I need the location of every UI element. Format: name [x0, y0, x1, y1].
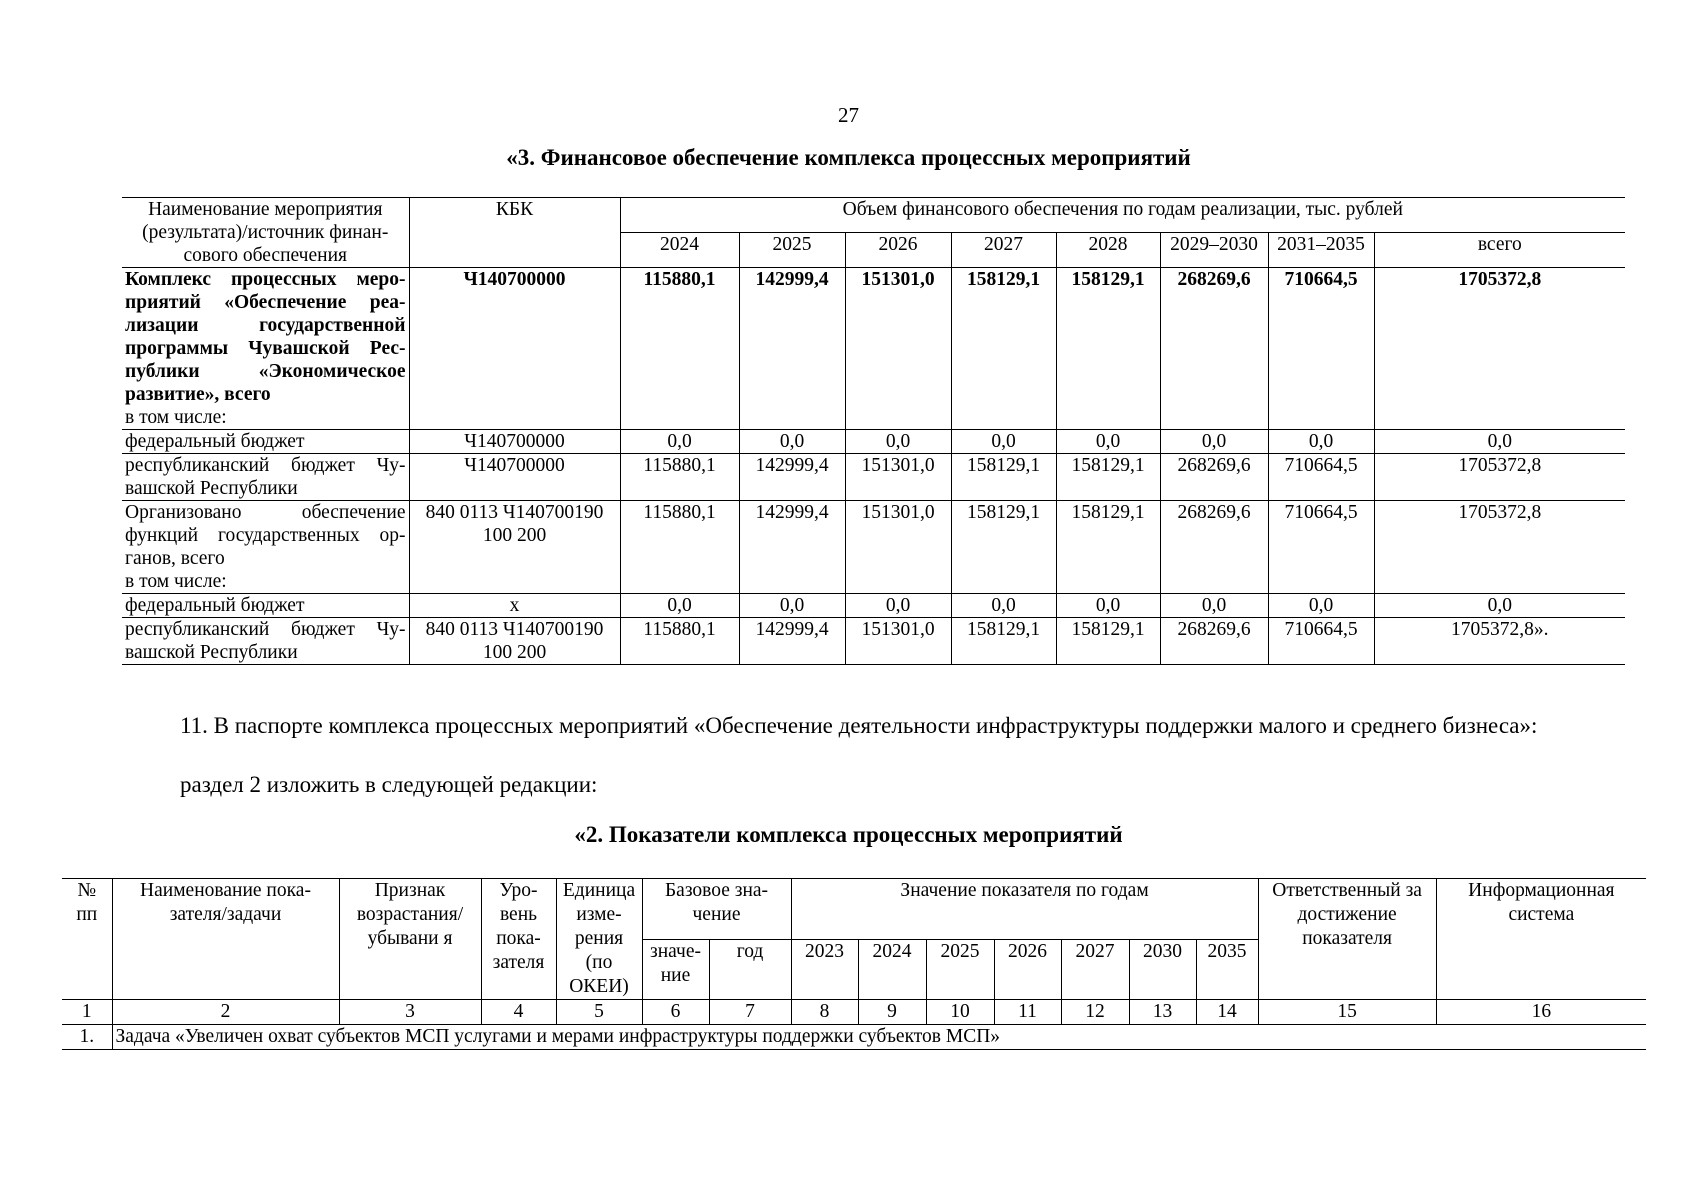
header-total: всего — [1374, 233, 1625, 268]
paragraph-amendment: 11. В паспорте комплекса процессных мероприятий «Обеспечение деятельности инфраструктуры поддержки малого и среднего бизнеса»: — [180, 713, 1538, 738]
cell-value: 710664,5 — [1268, 454, 1374, 501]
column-number: 4 — [481, 1000, 556, 1025]
cell-value: 0,0 — [1268, 430, 1374, 454]
header-indicator-name: Наименование показателя/задачи — [112, 879, 339, 1000]
cell-value: 268269,6 — [1160, 618, 1268, 665]
row-kbk: Ч140700000 — [409, 454, 620, 501]
column-number: 6 — [642, 1000, 709, 1025]
header-year: 2024 — [858, 939, 926, 1000]
header-base-value: значение — [642, 939, 709, 1000]
header-year: 2028 — [1056, 233, 1160, 268]
row-kbk: 840 0113 Ч140700190 100 200 — [409, 501, 620, 594]
cell-value: 1705372,8». — [1374, 618, 1625, 665]
task-row — [62, 1025, 1646, 1050]
row-subtitle: в том числе: — [125, 407, 227, 428]
header-base-year: год — [709, 939, 791, 1000]
row-kbk: х — [409, 594, 620, 618]
header-trend: Признак возрастания/убывани я — [339, 879, 481, 1000]
cell-value: 0,0 — [1056, 594, 1160, 618]
table-row — [122, 430, 1625, 454]
row-name: республиканский бюджет Чувашской Республики — [122, 618, 409, 665]
financing-table — [122, 197, 1625, 665]
table-row — [122, 618, 1625, 665]
cell-value: 142999,4 — [739, 501, 845, 594]
header-volume: Объем финансового обеспечения по годам реализации, тыс. рублей — [620, 198, 1625, 233]
cell-value: 0,0 — [1160, 594, 1268, 618]
task-text: Задача «Увеличен охват субъектов МСП услугами и мерами инфраструктуры поддержки субъектов МСП» — [112, 1025, 1646, 1050]
cell-value: 158129,1 — [951, 454, 1056, 501]
row-name: Комплекс процессных мероприятий «Обеспечение реализации государственной программы Чувашской Республики «Экономическое развитие», всего — [125, 269, 406, 405]
header-year: 2027 — [951, 233, 1056, 268]
cell-value: 158129,1 — [1056, 501, 1160, 594]
cell-value: 115880,1 — [620, 501, 739, 594]
row-name: федеральный бюджет — [122, 594, 409, 618]
header-year: 2029–2030 — [1160, 233, 1268, 268]
cell-value: 115880,1 — [620, 268, 739, 430]
column-number: 16 — [1436, 1000, 1646, 1025]
cell-value: 158129,1 — [951, 501, 1056, 594]
header-year: 2025 — [926, 939, 994, 1000]
cell-value: 115880,1 — [620, 618, 739, 665]
cell-value: 0,0 — [951, 594, 1056, 618]
header-level: Уровень показателя — [481, 879, 556, 1000]
column-number: 12 — [1061, 1000, 1129, 1025]
cell-value: 151301,0 — [845, 618, 951, 665]
table-row — [122, 268, 1625, 430]
header-year: 2025 — [739, 233, 845, 268]
header-year: 2023 — [791, 939, 858, 1000]
header-info-system: Информационная система — [1436, 879, 1646, 1000]
cell-value: 0,0 — [739, 594, 845, 618]
cell-value: 151301,0 — [845, 501, 951, 594]
header-by-years: Значение показателя по годам — [791, 879, 1258, 940]
cell-value: 158129,1 — [951, 618, 1056, 665]
row-name-cell — [122, 501, 409, 594]
column-number: 3 — [339, 1000, 481, 1025]
cell-value: 158129,1 — [1056, 268, 1160, 430]
header-unit: Единица измерения (по ОКЕИ) — [556, 879, 642, 1000]
page-number: 27 — [838, 103, 859, 127]
section-3-title: «3. Финансовое обеспечение комплекса процессных мероприятий — [506, 145, 1191, 170]
column-number: 8 — [791, 1000, 858, 1025]
cell-value: 1705372,8 — [1374, 501, 1625, 594]
table-row — [122, 594, 1625, 618]
header-kbk: КБК — [409, 198, 620, 268]
cell-value: 268269,6 — [1160, 268, 1268, 430]
cell-value: 0,0 — [620, 594, 739, 618]
column-number: 2 — [112, 1000, 339, 1025]
cell-value: 710664,5 — [1268, 268, 1374, 430]
cell-value: 151301,0 — [845, 454, 951, 501]
cell-value: 1705372,8 — [1374, 268, 1625, 430]
cell-value: 142999,4 — [739, 454, 845, 501]
header-year: 2026 — [994, 939, 1061, 1000]
header-base: Базовое значение — [642, 879, 791, 940]
cell-value: 0,0 — [1160, 430, 1268, 454]
cell-value: 710664,5 — [1268, 501, 1374, 594]
header-num: № пп — [62, 879, 112, 1000]
cell-value: 0,0 — [620, 430, 739, 454]
cell-value: 0,0 — [1374, 430, 1625, 454]
row-name: Организовано обеспечение функций государственных органов, всего — [125, 502, 406, 569]
cell-value: 158129,1 — [951, 268, 1056, 430]
cell-value: 0,0 — [845, 594, 951, 618]
cell-value: 0,0 — [739, 430, 845, 454]
cell-value: 142999,4 — [739, 618, 845, 665]
row-kbk: 840 0113 Ч140700190 100 200 — [409, 618, 620, 665]
cell-value: 151301,0 — [845, 268, 951, 430]
header-year: 2024 — [620, 233, 739, 268]
header-year: 2026 — [845, 233, 951, 268]
cell-value: 0,0 — [951, 430, 1056, 454]
header-responsible: Ответственный за достижение показателя — [1258, 879, 1436, 1000]
cell-value: 710664,5 — [1268, 618, 1374, 665]
task-number: 1. — [62, 1025, 112, 1050]
cell-value: 115880,1 — [620, 454, 739, 501]
section-2-title: «2. Показатели комплекса процессных мероприятий — [574, 822, 1123, 847]
column-number: 11 — [994, 1000, 1061, 1025]
column-number: 7 — [709, 1000, 791, 1025]
column-number: 5 — [556, 1000, 642, 1025]
row-kbk: Ч140700000 — [409, 430, 620, 454]
header-year: 2030 — [1129, 939, 1196, 1000]
cell-value: 0,0 — [845, 430, 951, 454]
header-year: 2035 — [1196, 939, 1258, 1000]
column-number: 1 — [62, 1000, 112, 1025]
row-subtitle: в том числе: — [125, 571, 227, 592]
cell-value: 0,0 — [1056, 430, 1160, 454]
cell-value: 0,0 — [1268, 594, 1374, 618]
column-number: 9 — [858, 1000, 926, 1025]
cell-value: 268269,6 — [1160, 454, 1268, 501]
row-name: федеральный бюджет — [122, 430, 409, 454]
table-row — [122, 501, 1625, 594]
cell-value: 0,0 — [1374, 594, 1625, 618]
cell-value: 268269,6 — [1160, 501, 1268, 594]
row-name-cell — [122, 268, 409, 430]
row-kbk: Ч140700000 — [409, 268, 620, 430]
header-name: Наименование мероприятия (результата)/источник финансового обеспечения — [122, 198, 409, 268]
header-year: 2027 — [1061, 939, 1129, 1000]
cell-value: 1705372,8 — [1374, 454, 1625, 501]
row-name: республиканский бюджет Чувашской Республики — [122, 454, 409, 501]
indicators-table — [62, 878, 1646, 1050]
column-number: 14 — [1196, 1000, 1258, 1025]
column-number: 13 — [1129, 1000, 1196, 1025]
cell-value: 142999,4 — [739, 268, 845, 430]
column-numbers-row — [62, 1000, 1646, 1025]
column-number: 15 — [1258, 1000, 1436, 1025]
paragraph-instruction: раздел 2 изложить в следующей редакции: — [180, 772, 598, 797]
cell-value: 158129,1 — [1056, 454, 1160, 501]
header-year: 2031–2035 — [1268, 233, 1374, 268]
column-number: 10 — [926, 1000, 994, 1025]
cell-value: 158129,1 — [1056, 618, 1160, 665]
table-row — [122, 454, 1625, 501]
